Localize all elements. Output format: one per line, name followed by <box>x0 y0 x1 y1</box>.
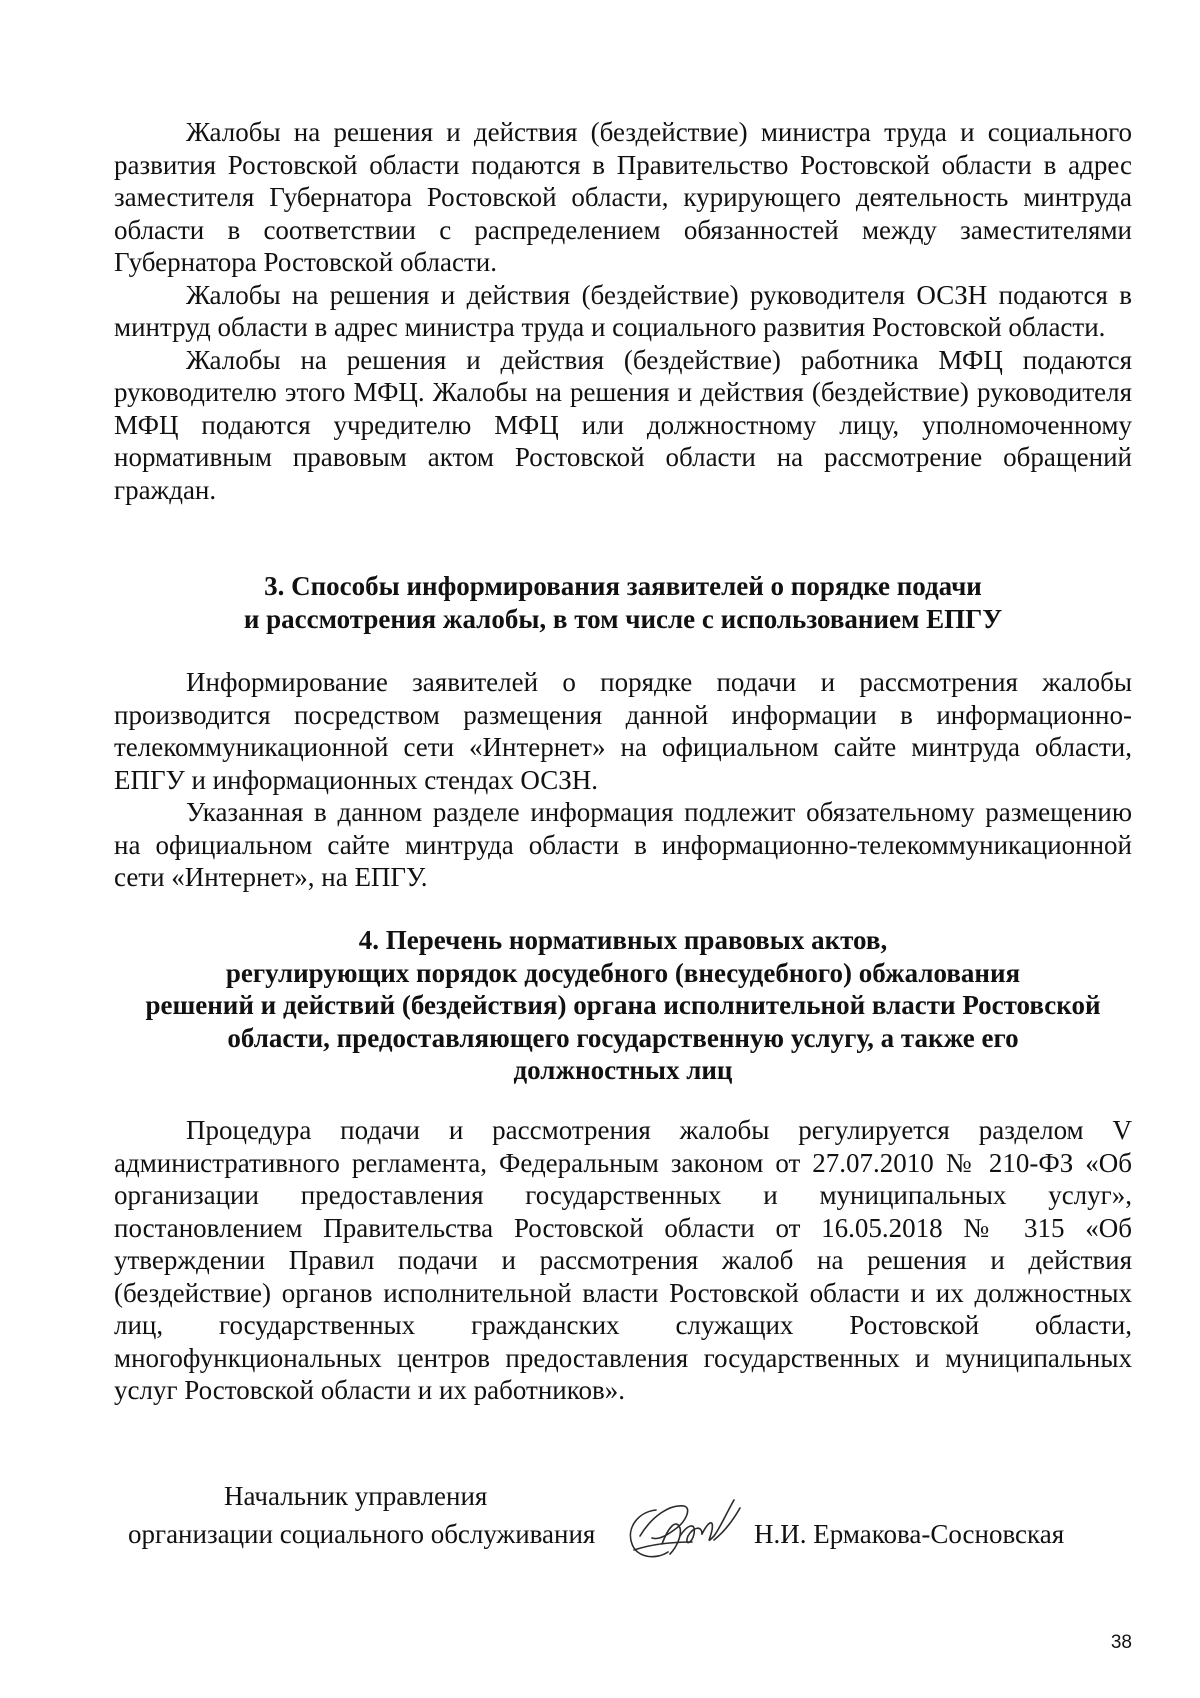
section-3-body <box>114 666 1132 894</box>
heading-line: 3. Способы информирования заявителей о порядке подачи <box>264 571 982 601</box>
signatory-title-line-2: организации социального обслуживания <box>128 1519 596 1549</box>
intro-block <box>114 116 1132 506</box>
heading-line: 4. Перечень нормативных правовых актов, <box>358 925 888 955</box>
signatory-title-line-1: Начальник управления <box>224 1481 488 1511</box>
paragraph: Информирование заявителей о порядке подачи и рассмотрения жалобы производится посредством размещения данной информации в информационно-телекоммуникационной сети «Интернет» на официальном сайте минтруда области, ЕПГУ и информационных стендах ОСЗН. <box>114 667 1132 795</box>
paragraph: Жалобы на решения и действия (бездействие) министра труда и социального развития Ростовской области подаются в Правительство Ростовской области в адрес заместителя Губернатора Ростовской области, курирующего деятельность минтруда области в соответствии с распределением обязанностей между заместителями Губернатора Ростовской области. <box>114 117 1132 277</box>
heading-line: и рассмотрения жалобы, в том числе с использованием ЕПГУ <box>243 603 1003 634</box>
section-3-heading <box>100 570 1146 635</box>
heading-line: решений и действий (бездействия) органа исполнительной власти Ростовской <box>145 990 1101 1020</box>
paragraph: Жалобы на решения и действия (бездействие) работника МФЦ подаются руководителю этого МФЦ. Жалобы на решения и действия (бездействие) руководителя МФЦ подаются учредителю МФЦ или должностному лицу, уполномоченному нормативным правовым актом Ростовской области на рассмотрение обращений граждан. <box>114 344 1132 505</box>
heading-line: области, предоставляющего государственную услугу, а также его <box>227 1022 1019 1053</box>
paragraph: Процедура подачи и рассмотрения жалобы регулируется разделом V административного регламента, Федеральным законом от 27.07.2010 № 210-ФЗ «Об организации предоставления государственных и муниципальных услуг», постановлением Правительства Ростовской области от 16.05.2018 № 315 «Об утверждении Правил подачи и рассмотрения жалоб на решения и действия (бездействие) органов исполнительной власти Ростовской области и их должностных лиц, государственных гражданских служащих Ростовской области, многофункциональных центров предоставления государственных и муниципальных услуг Ростовской области и их работников». <box>114 1115 1132 1405</box>
signatory-name: Н.И. Ермакова-Сосновская <box>754 1519 1065 1549</box>
handwritten-signature <box>622 1488 750 1566</box>
heading-line: регулирующих порядок досудебного (внесудебного) обжалования <box>225 957 1021 988</box>
section-4-heading <box>100 924 1146 1087</box>
heading-line: должностных лиц <box>513 1055 733 1085</box>
paragraph: Указанная в данном разделе информация подлежит обязательному размещению на официальном сайте минтруда области в информационно-телекоммуникационной сети «Интернет», на ЕПГУ. <box>114 797 1132 892</box>
paragraph: Жалобы на решения и действия (бездействие) руководителя ОСЗН подаются в минтруд области в адрес министра труда и социального развития Ростовской области. <box>114 279 1132 342</box>
page-number: 38 <box>1110 1632 1132 1653</box>
section-4-body <box>114 1114 1132 1407</box>
